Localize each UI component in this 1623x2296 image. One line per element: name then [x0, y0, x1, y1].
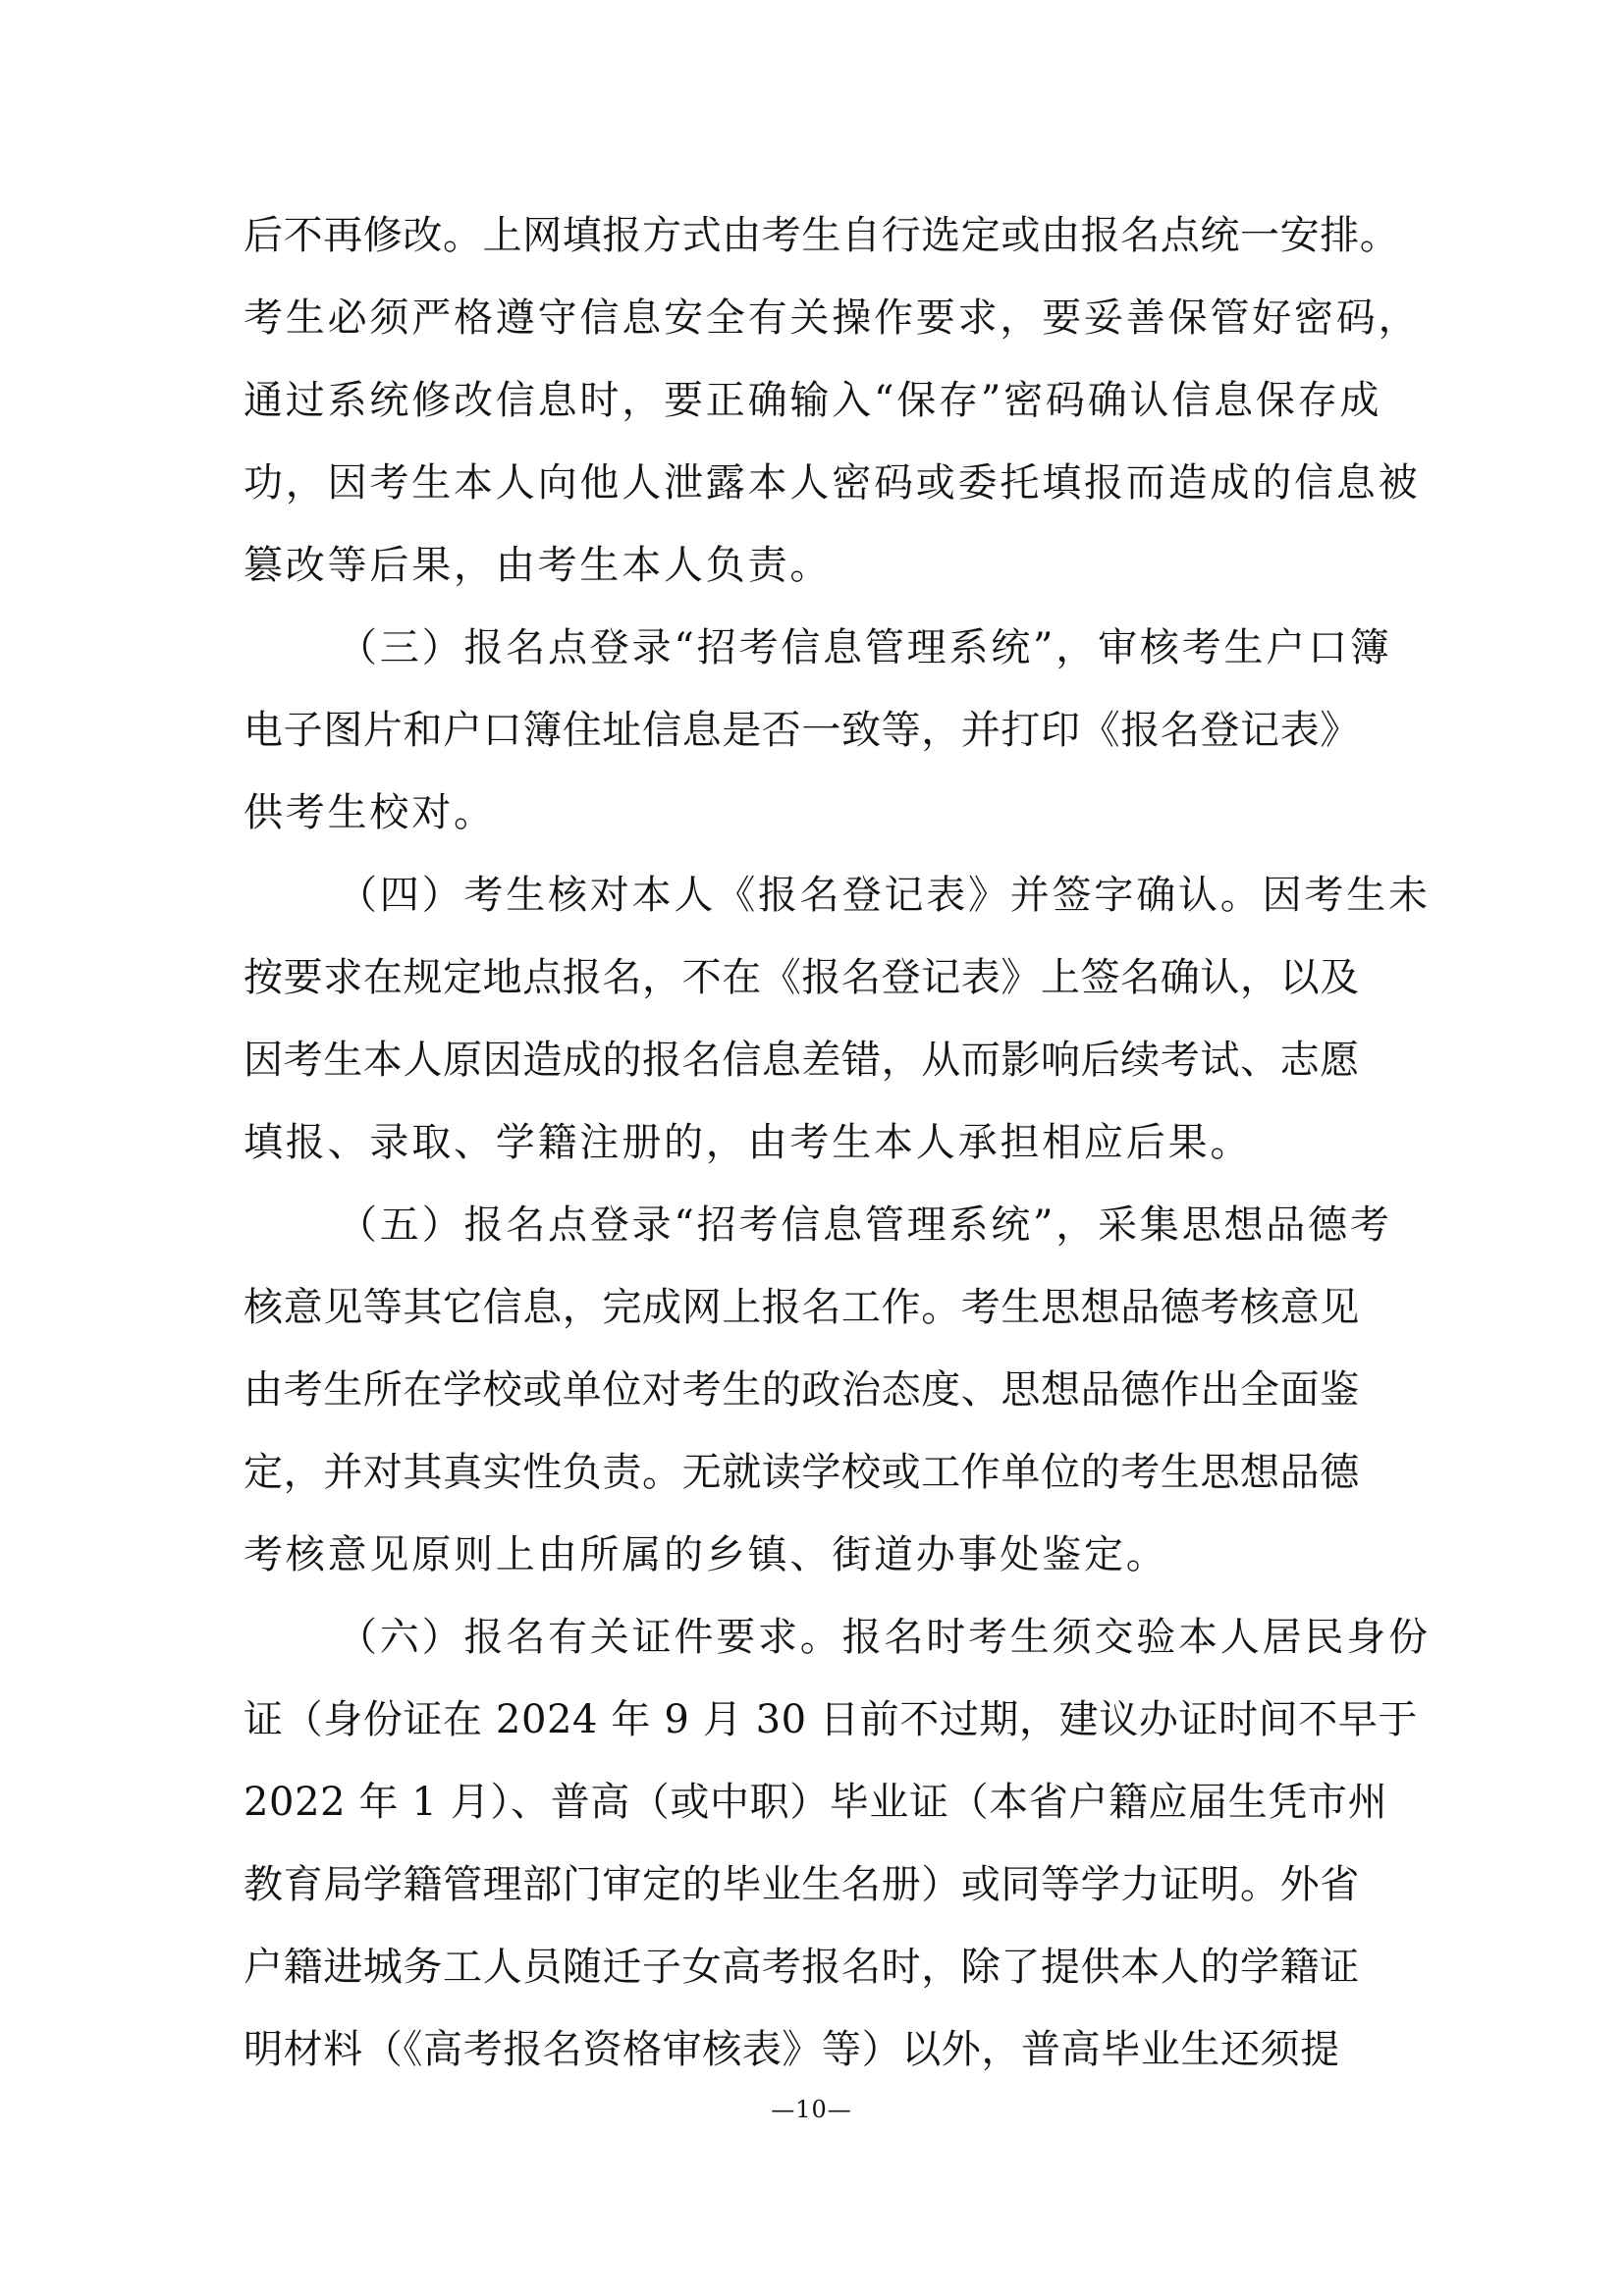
text-line: 教育局学籍管理部门审定的毕业生名册）或同等学力证明。外省: [243, 1862, 1360, 1907]
text-line: 后不再修改。上网填报方式由考生自行选定或由报名点统一安排。: [243, 213, 1400, 258]
text-line: 定，并对其真实性负责。无就读学校或工作单位的考生思想品德: [243, 1450, 1360, 1495]
text-line: 明材料（《高考报名资格审核表》等）以外，普高毕业生还须提: [243, 2027, 1340, 2072]
page-number: —10—: [771, 2096, 852, 2123]
text-line: （六）报名有关证件要求。报名时考生须交验本人居民身份: [338, 1615, 1431, 1660]
text-line: 核意见等其它信息，完成网上报名工作。考生思想品德考核意见: [243, 1285, 1360, 1330]
text-line: 电子图片和户口簿住址信息是否一致等，并打印《报名登记表》: [243, 708, 1360, 753]
text-line: 2022 年 1 月）、普高（或中职）毕业证（本省户籍应届生凭市州: [243, 1780, 1388, 1825]
text-line: （五）报名点登录“招考信息管理系统”，采集思想品德考: [338, 1202, 1392, 1248]
text-line: 供考生校对。: [243, 790, 496, 835]
text-line: 考生必须严格遵守信息安全有关操作要求，要妥善保管好密码，: [243, 295, 1421, 341]
text-line: 由考生所在学校或单位对考生的政治态度、思想品德作出全面鉴: [243, 1367, 1360, 1413]
text-line: 功，因考生本人向他人泄露本人密码或委托填报而造成的信息被: [243, 460, 1421, 506]
text-line: 考核意见原则上由所属的乡镇、街道办事处鉴定。: [243, 1532, 1168, 1577]
document-body: [243, 213, 1431, 2112]
text-line: 户籍进城务工人员随迁子女高考报名时，除了提供本人的学籍证: [243, 1945, 1360, 1990]
text-line: 篡改等后果，由考生本人负责。: [243, 543, 833, 588]
text-line: 按要求在规定地点报名，不在《报名登记表》上签名确认，以及: [243, 955, 1360, 1000]
text-line: （三）报名点登录“招考信息管理系统”，审核考生户口簿: [338, 625, 1392, 670]
text-line: 填报、录取、学籍注册的，由考生本人承担相应后果。: [243, 1120, 1253, 1165]
text-line: 因考生本人原因造成的报名信息差错，从而影响后续考试、志愿: [243, 1038, 1360, 1083]
text-line: 证（身份证在 2024 年 9 月 30 日前不过期，建议办证时间不早于: [243, 1697, 1419, 1742]
text-line: 通过系统修改信息时，要正确输入“保存”密码确认信息保存成: [243, 378, 1382, 423]
text-line: （四）考生核对本人《报名登记表》并签字确认。因考生未: [338, 873, 1431, 918]
